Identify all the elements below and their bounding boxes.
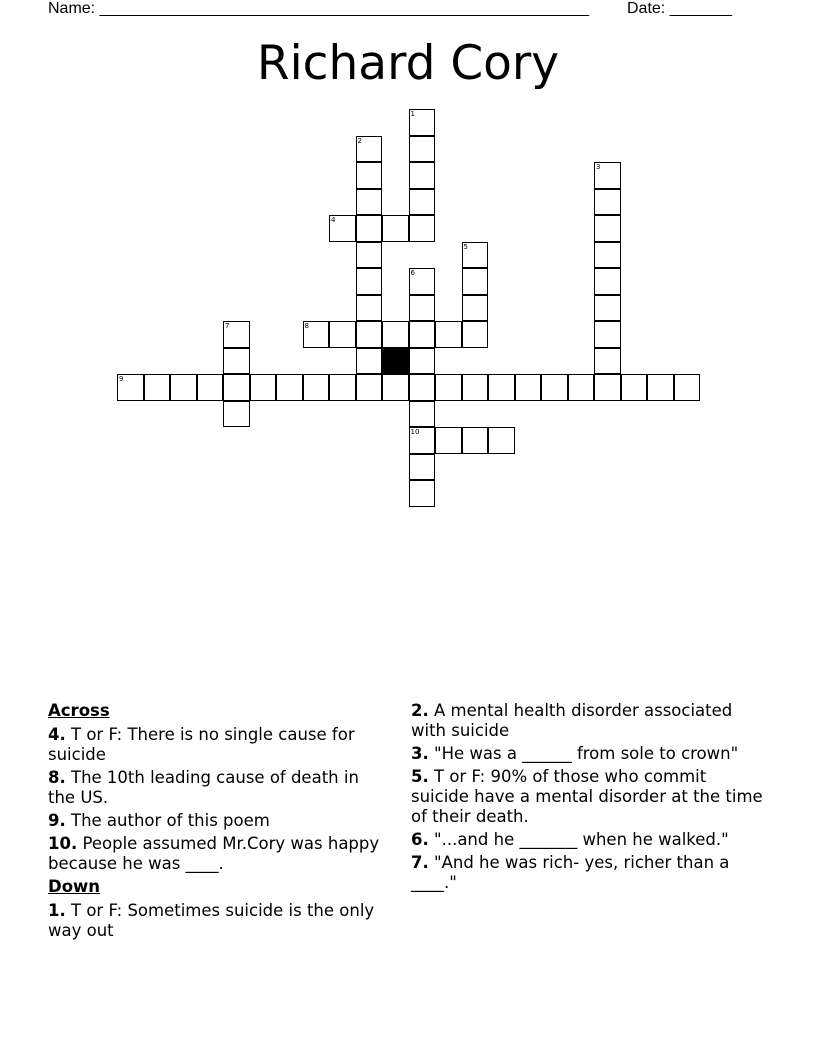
grid-cell[interactable] xyxy=(568,374,595,401)
clue-number: 7 xyxy=(225,322,230,330)
grid-cell[interactable] xyxy=(594,242,621,269)
clues-right-column xyxy=(411,701,763,896)
grid-cell[interactable] xyxy=(435,374,462,401)
grid-cell[interactable] xyxy=(356,268,383,295)
grid-cell[interactable] xyxy=(674,374,701,401)
grid-cell[interactable] xyxy=(303,321,330,348)
page-title: Richard Cory xyxy=(256,36,560,91)
grid-cell[interactable] xyxy=(409,136,436,163)
grid-cell[interactable] xyxy=(435,427,462,454)
grid-cell[interactable] xyxy=(594,162,621,189)
grid-cell[interactable] xyxy=(329,374,356,401)
grid-cell[interactable] xyxy=(117,374,144,401)
name-blank[interactable]: _______________________________________________________ xyxy=(99,0,589,17)
grid-cell[interactable] xyxy=(594,268,621,295)
grid-cell[interactable] xyxy=(488,427,515,454)
grid-cell[interactable] xyxy=(594,215,621,242)
grid-cell[interactable] xyxy=(303,374,330,401)
clue-number: 3 xyxy=(596,163,601,171)
grid-cell[interactable] xyxy=(329,215,356,242)
date-label: Date: xyxy=(627,0,666,17)
grid-cell[interactable] xyxy=(409,109,436,136)
grid-cell[interactable] xyxy=(621,374,648,401)
clue-across-4: 4. T or F: There is no single cause for suicide xyxy=(48,725,355,764)
grid-cell[interactable] xyxy=(356,136,383,163)
grid-cell[interactable] xyxy=(356,348,383,375)
clue-across-10: 10. People assumed Mr.Cory was happy because he was ____. xyxy=(48,834,380,873)
grid-cell[interactable] xyxy=(488,374,515,401)
date-blank[interactable]: _______ xyxy=(669,0,732,17)
grid-cell[interactable] xyxy=(462,374,489,401)
grid-cell[interactable] xyxy=(409,427,436,454)
grid-cell[interactable] xyxy=(409,348,436,375)
grid-cell[interactable] xyxy=(409,401,436,428)
clue-number: 10 xyxy=(410,428,420,436)
grid-cell[interactable] xyxy=(223,321,250,348)
grid-cell[interactable] xyxy=(409,321,436,348)
clue-number: 6 xyxy=(410,269,415,277)
grid-cell[interactable] xyxy=(594,321,621,348)
grid-cell[interactable] xyxy=(435,321,462,348)
grid-cell[interactable] xyxy=(462,427,489,454)
grid-cell[interactable] xyxy=(409,480,436,507)
grid-cell[interactable] xyxy=(250,374,277,401)
clue-number: 2 xyxy=(357,136,362,145)
grid-cell[interactable] xyxy=(329,321,356,348)
grid-cell[interactable] xyxy=(356,295,383,322)
clue-down-7: 7. "And he was rich- yes, richer than a ____." xyxy=(411,853,730,892)
across-heading: Across xyxy=(48,701,110,720)
clue-number: 5 xyxy=(463,242,468,251)
grid-cell[interactable] xyxy=(541,374,568,401)
grid-cell[interactable] xyxy=(382,215,409,242)
grid-cell[interactable] xyxy=(223,348,250,375)
grid-cell[interactable] xyxy=(409,268,436,295)
grid-cell[interactable] xyxy=(223,401,250,428)
grid-cell[interactable] xyxy=(356,215,383,242)
grid-cell[interactable] xyxy=(409,189,436,216)
clue-across-8: 8. The 10th leading cause of death in the US. xyxy=(48,768,359,807)
clue-down-5: 5. T or F: 90% of those who commit suicide have a mental disorder at the time of their death. xyxy=(411,767,763,826)
clue-down-2: 2. A mental health disorder associated with suicide xyxy=(411,701,733,740)
grid-cell[interactable] xyxy=(462,242,489,269)
clue-number: 9 xyxy=(119,375,124,383)
clue-down-6: 6. "...and he _______ when he walked." xyxy=(411,830,729,849)
grid-cell[interactable] xyxy=(276,374,303,401)
grid-cell[interactable] xyxy=(356,189,383,216)
clue-number: 4 xyxy=(331,216,336,224)
black-square xyxy=(382,348,409,375)
down-heading: Down xyxy=(48,877,101,896)
grid-cell[interactable] xyxy=(462,321,489,348)
grid-cell[interactable] xyxy=(170,374,197,401)
grid-cell[interactable] xyxy=(356,374,383,401)
grid-cell[interactable] xyxy=(462,268,489,295)
grid-cell[interactable] xyxy=(409,454,436,481)
grid-cell[interactable] xyxy=(594,374,621,401)
grid-cell[interactable] xyxy=(594,348,621,375)
grid-cell[interactable] xyxy=(382,374,409,401)
grid-cell[interactable] xyxy=(382,321,409,348)
clue-across-9: 9. The author of this poem xyxy=(48,811,270,830)
clue-down-1: 1. T or F: Sometimes suicide is the only way out xyxy=(48,901,375,940)
clues-left-column xyxy=(48,701,383,944)
grid-cell[interactable] xyxy=(462,295,489,322)
clue-down-3: 3. "He was a ______ from sole to crown" xyxy=(411,744,739,763)
grid-cell[interactable] xyxy=(647,374,674,401)
grid-cell[interactable] xyxy=(594,189,621,216)
grid-cell[interactable] xyxy=(409,215,436,242)
grid-cell[interactable] xyxy=(409,295,436,322)
grid-cell[interactable] xyxy=(144,374,171,401)
grid-cell[interactable] xyxy=(594,295,621,322)
grid-cell[interactable] xyxy=(409,374,436,401)
clue-number: 8 xyxy=(304,322,309,330)
grid-cell[interactable] xyxy=(197,374,224,401)
grid-cell[interactable] xyxy=(223,374,250,401)
grid-cell[interactable] xyxy=(409,162,436,189)
grid-cell[interactable] xyxy=(515,374,542,401)
grid-cell[interactable] xyxy=(356,321,383,348)
name-label: Name: xyxy=(48,0,96,17)
grid-cell[interactable] xyxy=(356,162,383,189)
grid-cell[interactable] xyxy=(356,242,383,269)
clue-number: 1 xyxy=(410,110,415,118)
